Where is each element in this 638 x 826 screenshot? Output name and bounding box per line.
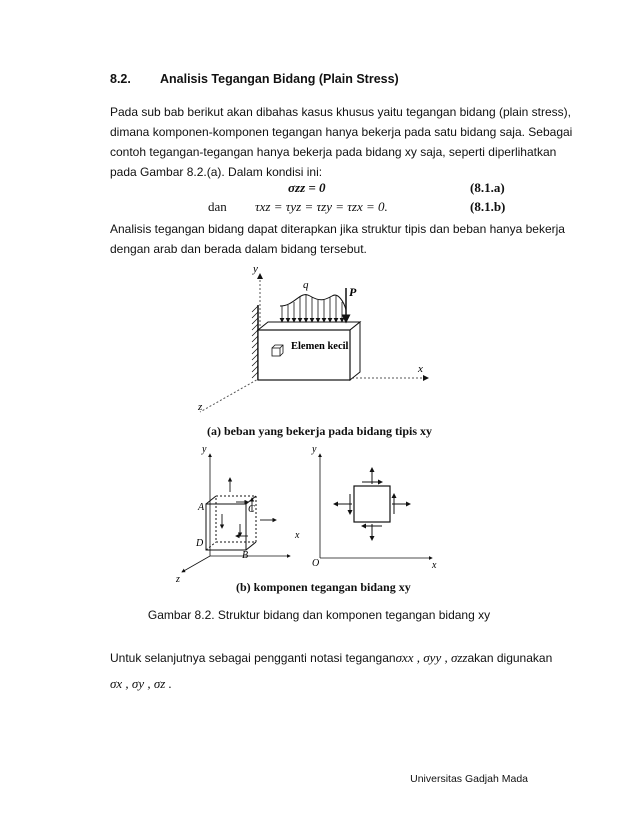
square-axis-x-label: x <box>432 560 437 571</box>
cube-point-c: C <box>248 504 255 515</box>
cube-point-a: A <box>198 502 205 513</box>
equation-dan: dan <box>208 199 227 214</box>
intro-line: pada Gambar 8.2.(a). Dalam kondisi ini: <box>110 165 323 179</box>
figure-caption: Gambar 8.2. Struktur bidang dan komponen tegangan bidang xy <box>147 608 491 622</box>
section-number: 8.2. <box>110 72 131 86</box>
axis-x-label: x <box>418 363 423 375</box>
intro-paragraph <box>110 102 573 182</box>
cube-axis-y-label: y <box>202 444 207 455</box>
equation-8-1-b: τxz = τyz = τzy = τzx = 0. <box>255 199 388 214</box>
distributed-load-q <box>280 294 346 322</box>
closing-text-start: Untuk selanjutnya sebagai pengganti notasi tegangan <box>110 651 396 665</box>
intro-line: Pada sub bab berikut akan dibahas kasus khusus yaitu tegangan bidang (plain stress), <box>110 105 571 119</box>
figure-b-caption: (b) komponen tegangan bidang xy <box>236 580 411 594</box>
section-heading <box>110 72 399 86</box>
load-q-label: q <box>303 279 309 291</box>
equation-label-8-1-a: (8.1.a) <box>470 180 505 195</box>
load-p-label: P <box>349 285 357 299</box>
axis-z-line <box>200 378 260 412</box>
closing-text-end: akan digunakan <box>467 651 553 665</box>
closing-paragraph <box>110 650 553 692</box>
axis-z-label: z <box>198 401 203 413</box>
fixed-support-hatching <box>252 306 258 378</box>
new-stress-notation: σx , σy , σz . <box>110 676 172 691</box>
para2-line: dengan arab dan berada dalam bidang tersebut. <box>110 242 367 256</box>
equation-label-8-1-b: (8.1.b) <box>470 199 506 214</box>
figure-a-caption: (a) beban yang bekerja pada bidang tipis xy <box>207 424 433 438</box>
para2-line: Analisis tegangan bidang dapat diterapkan jika struktur tipis dan beban hanya bekerja <box>110 222 565 236</box>
element-label: Elemen kecil <box>291 341 349 352</box>
equation-8-1-a: σzz = 0 <box>288 180 326 195</box>
figure-a-diagram <box>160 260 500 440</box>
square-axis-y-label: y <box>312 444 317 455</box>
axis-y-label: y <box>253 263 258 275</box>
applicability-paragraph <box>110 219 565 259</box>
intro-line: contoh tegangan-tegangan hanya bekerja pada bidang xy saja, seperti diperlihatkan <box>110 145 557 159</box>
cube-axis-x-label: x <box>295 530 300 541</box>
figure-b-diagram <box>170 440 460 590</box>
cube-axis-z <box>182 556 210 572</box>
square-origin-label: O <box>312 558 320 569</box>
cube-point-b: B <box>242 550 249 561</box>
intro-line: dimana komponen-komponen tegangan hanya bekerja pada satu bidang saja. Sebagai <box>110 125 573 139</box>
old-stress-notation: σxx , σyy , σzz <box>395 650 468 665</box>
cube-point-d: D <box>196 538 204 549</box>
footer-institution: Universitas Gadjah Mada <box>410 773 528 785</box>
stress-square <box>354 486 390 522</box>
cube-axis-z-label: z <box>176 574 180 585</box>
section-title: Analisis Tegangan Bidang (Plain Stress) <box>160 72 399 86</box>
